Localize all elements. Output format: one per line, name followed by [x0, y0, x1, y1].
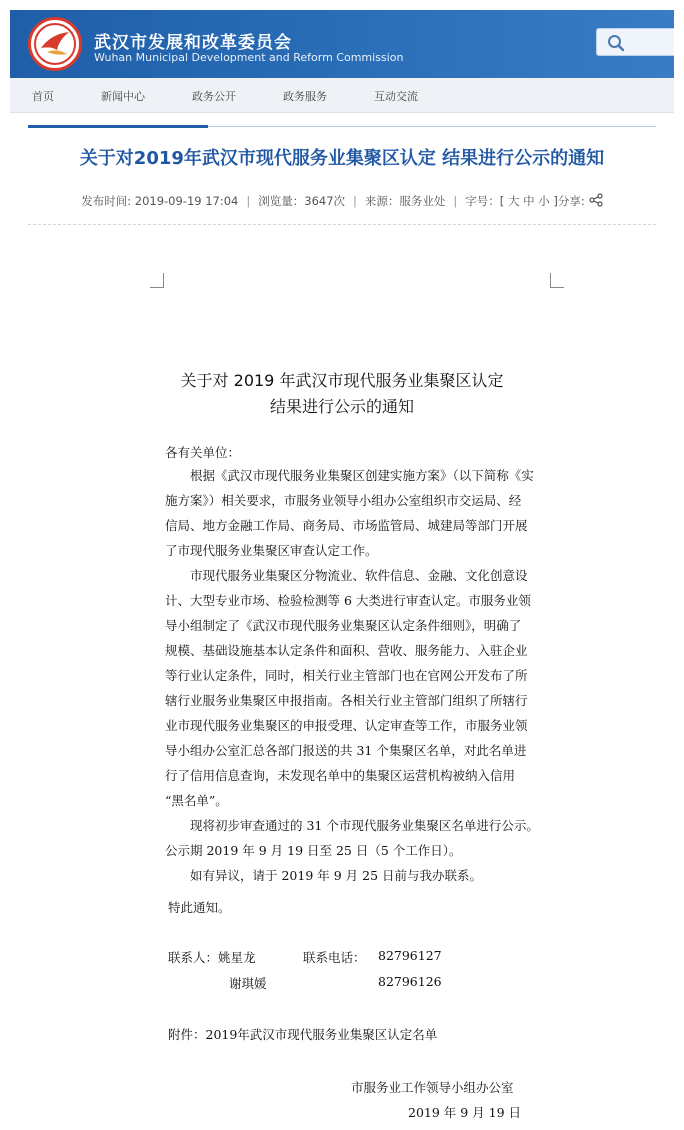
paragraph-line: 现将初步审查通过的 31 个市现代服务业集聚区名单进行公示。 — [190, 818, 539, 833]
paragraph-line: 行了信用信息查询，未发现名单中的集聚区运营机构被纳入信用 — [165, 768, 516, 783]
crane-logo-icon[interactable] — [28, 17, 82, 71]
share-label: 分享: — [557, 194, 585, 208]
nav-item-home[interactable]: 首页 — [32, 90, 54, 103]
site-name-cn: 武汉市发展和改革委员会 — [94, 33, 292, 53]
nav-item-news[interactable]: 新闻中心 — [101, 90, 145, 103]
search-input[interactable] — [596, 28, 674, 56]
paragraph-line: 公示期 2019 年 9 月 19 日至 25 日（5 个工作日）。 — [165, 843, 462, 858]
nav-item-interaction[interactable]: 互动交流 — [374, 90, 418, 103]
paragraph-line: 导小组办公室汇总各部门报送的共 31 个集聚区名单，对此名单进 — [165, 743, 527, 758]
paragraph-line: 如有异议，请于 2019 年 9 月 25 日前与我办联系。 — [190, 868, 483, 883]
nav-item-gov-open[interactable]: 政务公开 — [192, 90, 236, 103]
attachment-note: 附件：2019年武汉市现代服务业集聚区认定名单 — [168, 1027, 438, 1042]
title-divider-accent — [28, 125, 208, 128]
contact-person: 联系人：姚星龙 — [168, 950, 256, 965]
phone-label: 联系电话： — [303, 950, 366, 965]
signer: 市服务业工作领导小组办公室 — [351, 1080, 514, 1095]
site-name-en: Wuhan Municipal Development and Reform Commission — [94, 51, 404, 64]
font-size-switcher[interactable]: [ 大 中 小 ] — [499, 194, 558, 208]
page-corner-mark — [150, 273, 164, 288]
font-size-label: 字号： — [465, 194, 500, 208]
paragraph-line: 信局、地方金融工作局、商务局、市场监管局、城建局等部门开展 — [165, 518, 528, 533]
paragraph-line: 根据《武汉市现代服务业集聚区创建实施方案》（以下简称《实 — [190, 468, 534, 483]
paragraph-line: “黑名单”。 — [165, 793, 228, 808]
site-header — [10, 10, 674, 78]
phone-number: 82796127 — [378, 948, 442, 963]
publish-time: 发布时间: 2019-09-19 17:04 — [81, 194, 239, 208]
search-icon[interactable] — [607, 34, 625, 52]
document-date: 2019 年 9 月 19 日 — [408, 1105, 522, 1120]
phone-number-2: 82796126 — [378, 974, 442, 989]
view-count: 浏览量：3647次 — [258, 194, 346, 208]
source: 来源：服务业处 — [364, 194, 446, 208]
paragraph-line: 等行业认定条件，同时，相关行业主管部门也在官网公开发布了所 — [165, 668, 528, 683]
closing: 特此通知。 — [168, 900, 231, 915]
meta-divider — [28, 224, 656, 225]
main-nav — [10, 78, 674, 113]
paragraph-line: 辖行业服务业集聚区申报指南。各相关行业主管部门组织了所辖行 — [165, 693, 528, 708]
contact-person-2: 谢琪媛 — [229, 976, 267, 991]
document-title-line1: 关于对 2019 年武汉市现代服务业集聚区认定 — [180, 371, 504, 390]
article-meta: 发布时间: 2019-09-19 17:04 | 浏览量：3647次 | 来源：服务业处 | 字号：[ 大 中 小 ]分享: — [0, 193, 684, 209]
paragraph-line: 施方案》）相关要求，市服务业领导小组办公室组织市交运局、经 — [165, 493, 522, 508]
paragraph-line: 导小组制定了《武汉市现代服务业集聚区认定条件细则》，明确了 — [165, 618, 522, 633]
document-title-line2: 结果进行公示的通知 — [269, 397, 414, 416]
paragraph-line: 计、大型专业市场、检验检测等 6 大类进行审查认定。市服务业领 — [165, 593, 531, 608]
paragraph-line: 规模、基础设施基本认定条件和面积、营收、服务能力、入驻企业 — [165, 643, 528, 658]
paragraph-line: 了市现代服务业集聚区审查认定工作。 — [165, 543, 378, 558]
nav-item-gov-service[interactable]: 政务服务 — [283, 90, 327, 103]
share-icon[interactable] — [589, 193, 603, 207]
page-title: 关于对2019年武汉市现代服务业集聚区认定 结果进行公示的通知 — [79, 148, 605, 169]
paragraph-line: 市现代服务业集聚区分物流业、软件信息、金融、文化创意设 — [190, 568, 528, 583]
salutation: 各有关单位： — [165, 445, 241, 460]
page-corner-mark — [550, 273, 564, 288]
paragraph-line: 业市现代服务业集聚区的申报受理、认定审查等工作，市服务业领 — [165, 718, 528, 733]
